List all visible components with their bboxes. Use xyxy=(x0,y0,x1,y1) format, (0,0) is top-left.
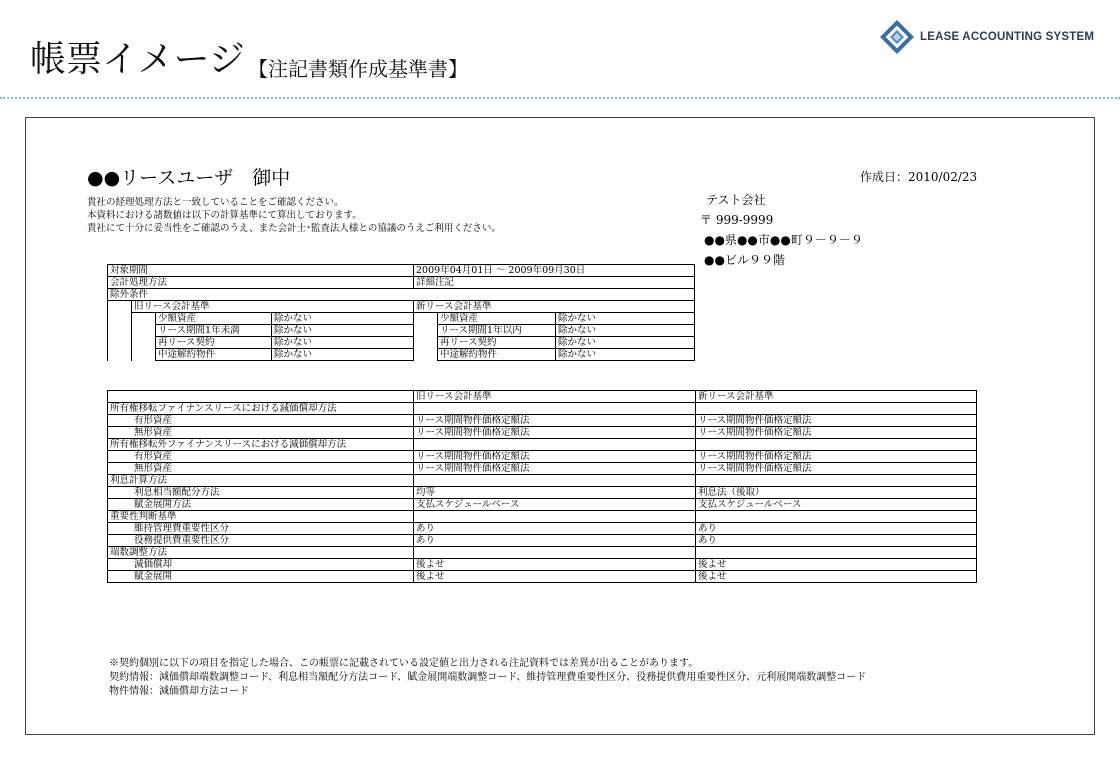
table-row xyxy=(108,463,977,475)
method-label: 賦金展開 xyxy=(108,571,414,583)
table-row xyxy=(108,277,695,289)
new-value: 除かない xyxy=(556,337,695,349)
method-label: 所有権移転外ファイナンスリースにおける減価償却方法 xyxy=(108,439,414,451)
created-label: 作成日： xyxy=(860,170,909,184)
table-row xyxy=(108,403,977,415)
new-standard-value xyxy=(696,547,977,559)
new-standard-label: 新リース会計基準 xyxy=(414,301,695,313)
new-item: 中途解約物件 xyxy=(438,349,556,361)
new-standard-value: リース期間物件価格定額法 xyxy=(696,451,977,463)
table-row xyxy=(108,301,695,313)
old-item: 少額資産 xyxy=(156,313,272,325)
method-label: 重要性判断基準 xyxy=(108,511,414,523)
method-label: 役務提供費重要性区分 xyxy=(108,535,414,547)
indent-spacer xyxy=(132,325,156,337)
old-standard-value xyxy=(414,439,696,451)
period-label: 対象期間 xyxy=(108,265,414,277)
table-row xyxy=(108,313,695,325)
method-label: 有形資産 xyxy=(108,451,414,463)
old-standard-value xyxy=(414,547,696,559)
old-standard-value xyxy=(414,403,696,415)
exclusion-label: 除外条件 xyxy=(108,289,695,301)
table-row xyxy=(108,499,977,511)
old-standard-value: リース期間物件価格定額法 xyxy=(414,415,696,427)
intro-line: 貴社の経理処理方法と一致していることをご確認ください。 xyxy=(87,197,344,208)
old-standard-value: 均等 xyxy=(414,487,696,499)
header-cell: 新リース会計基準 xyxy=(696,391,977,403)
table-row xyxy=(108,439,977,451)
method-label: 利息計算方法 xyxy=(108,475,414,487)
company-logo xyxy=(880,20,1094,54)
old-item: 再リース契約 xyxy=(156,337,272,349)
header-cell xyxy=(108,391,414,403)
table-row xyxy=(108,289,695,301)
table-row xyxy=(108,475,977,487)
old-value: 除かない xyxy=(272,313,414,325)
created-date xyxy=(860,168,977,185)
new-standard-value: あり xyxy=(696,535,977,547)
footnote-line: ※契約個別に以下の項目を指定した場合、この帳票に記載されている設定値と出力される注記資料では差異が出ることがあります。 xyxy=(109,658,699,669)
old-value: 除かない xyxy=(272,337,414,349)
new-standard-value: リース期間物件価格定額法 xyxy=(696,463,977,475)
method-label: 所有権移転ファイナンスリースにおける減価償却方法 xyxy=(108,403,414,415)
method-label: 有形資産 xyxy=(108,415,414,427)
indent-spacer xyxy=(132,337,156,349)
table-row xyxy=(108,265,695,277)
table-header-row xyxy=(108,391,977,403)
indent-spacer xyxy=(414,325,438,337)
new-standard-value xyxy=(696,439,977,451)
table-row xyxy=(108,451,977,463)
header-cell: 旧リース会計基準 xyxy=(414,391,696,403)
methods-table-body xyxy=(108,403,977,583)
method-label: 会計処理方法 xyxy=(108,277,414,289)
diamond-logo-icon xyxy=(880,20,914,54)
old-standard-label: 旧リース会計基準 xyxy=(132,301,414,313)
new-standard-value: 支払スケジュールベース xyxy=(696,499,977,511)
old-standard-value: 支払スケジュールベース xyxy=(414,499,696,511)
table-row xyxy=(108,535,977,547)
new-standard-value: リース期間物件価格定額法 xyxy=(696,415,977,427)
table-row xyxy=(108,427,977,439)
method-label: 無形資産 xyxy=(108,463,414,475)
method-label: 利息相当額配分方法 xyxy=(108,487,414,499)
old-standard-value: 後よせ xyxy=(414,559,696,571)
addressee: ●●リースユーザ 御中 xyxy=(87,167,291,189)
old-standard-value xyxy=(414,511,696,523)
intro-line: 本資料における諸数値は以下の計算基準にて算出しております。 xyxy=(87,210,362,221)
indent-spacer xyxy=(108,301,132,361)
new-standard-value xyxy=(696,511,977,523)
table-row xyxy=(108,349,695,361)
methods-table xyxy=(107,390,977,583)
new-standard-value: 利息法（後取） xyxy=(696,487,977,499)
indent-spacer xyxy=(132,349,156,361)
table-row xyxy=(108,487,977,499)
old-standard-value: リース期間物件価格定額法 xyxy=(414,451,696,463)
new-item: 少額資産 xyxy=(438,313,556,325)
table-row xyxy=(108,523,977,535)
method-label: 賦金展開方法 xyxy=(108,499,414,511)
new-item: 再リース契約 xyxy=(438,337,556,349)
old-standard-value xyxy=(414,475,696,487)
intro-line: 貴社にて十分に妥当性をご確認のうえ、また会計士･監査法人様との協議のうえご利用ください。 xyxy=(87,223,501,234)
old-standard-value: あり xyxy=(414,535,696,547)
method-value: 詳細注記 xyxy=(414,277,695,289)
footnote-line: 契約情報：減価償却端数調整コード、利息相当額配分方法コード、賦金展開端数調整コード、維持管理費重要性区分、役務提供費用重要性区分、元利展開端数調整コード xyxy=(109,672,867,683)
indent-spacer xyxy=(414,313,438,325)
new-standard-value: あり xyxy=(696,523,977,535)
old-item: 中途解約物件 xyxy=(156,349,272,361)
footnote-line: 物件情報：減価償却方法コード xyxy=(109,686,249,697)
table-row xyxy=(108,547,977,559)
slide-title: 帳票イメージ xyxy=(30,39,245,80)
new-value: 除かない xyxy=(556,349,695,361)
old-standard-value: 後よせ xyxy=(414,571,696,583)
footnote xyxy=(109,657,866,699)
table-row xyxy=(108,325,695,337)
table-row xyxy=(108,511,977,523)
conditions-table xyxy=(107,264,695,361)
old-item: リース期間1年未満 xyxy=(156,325,272,337)
old-value: 除かない xyxy=(272,349,414,361)
method-label: 無形資産 xyxy=(108,427,414,439)
method-label: 減価償却 xyxy=(108,559,414,571)
new-standard-value: 後よせ xyxy=(696,571,977,583)
period-value: 2009年04月01日 ～ 2009年09月30日 xyxy=(414,265,695,277)
table-row xyxy=(108,559,977,571)
new-item: リース期間1年以内 xyxy=(438,325,556,337)
table-row xyxy=(108,337,695,349)
company-address: ●●県●●市●●町９－９－９ xyxy=(704,233,863,247)
company-info xyxy=(700,190,863,270)
new-value: 除かない xyxy=(556,313,695,325)
old-value: 除かない xyxy=(272,325,414,337)
method-label: 維持管理費重要性区分 xyxy=(108,523,414,535)
intro-text xyxy=(87,196,501,235)
created-value: 2010/02/23 xyxy=(908,170,978,184)
indent-spacer xyxy=(414,349,438,361)
company-name: テスト会社 xyxy=(706,193,766,207)
method-label: 端数調整方法 xyxy=(108,547,414,559)
new-standard-value xyxy=(696,403,977,415)
new-standard-value: リース期間物件価格定額法 xyxy=(696,427,977,439)
new-standard-value xyxy=(696,475,977,487)
new-value: 除かない xyxy=(556,325,695,337)
indent-spacer xyxy=(414,337,438,349)
old-standard-value: あり xyxy=(414,523,696,535)
indent-spacer xyxy=(132,313,156,325)
table-row xyxy=(108,571,977,583)
logo-text: LEASE ACCOUNTING SYSTEM xyxy=(920,31,1095,43)
company-building: ●●ビル９９階 xyxy=(704,253,785,267)
header-divider xyxy=(0,97,1120,99)
new-standard-value: 後よせ xyxy=(696,559,977,571)
company-postal: 〒 999-9999 xyxy=(700,213,774,227)
old-standard-value: リース期間物件価格定額法 xyxy=(414,427,696,439)
old-standard-value: リース期間物件価格定額法 xyxy=(414,463,696,475)
slide-subtitle: 【注記書類作成基準書】 xyxy=(248,57,468,81)
table-row xyxy=(108,415,977,427)
